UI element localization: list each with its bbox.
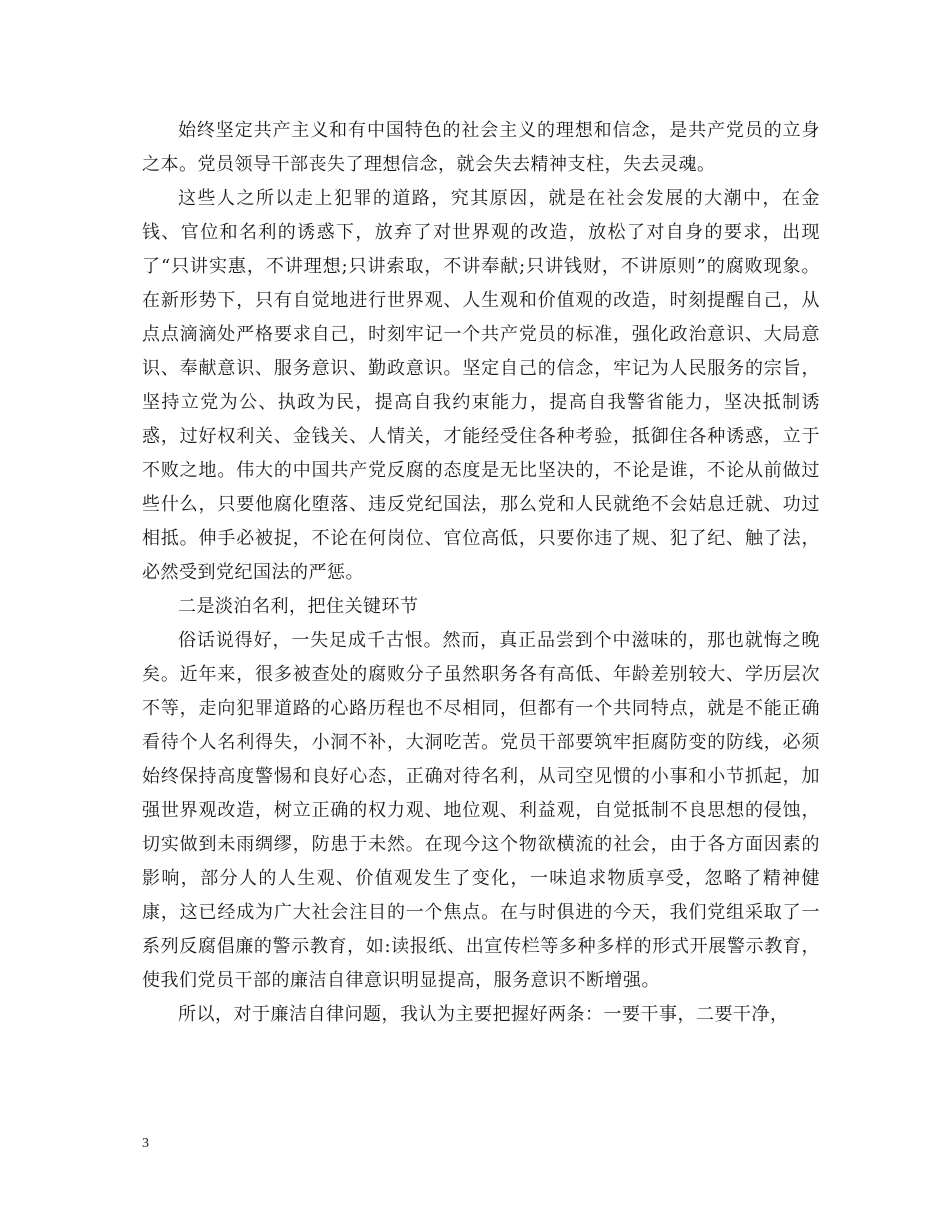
page-number: 3 (142, 1136, 149, 1151)
paragraph-ideals: 始终坚定共产主义和有中国特色的社会主义的理想和信念，是共产党员的立身之本。党员领导干部丧失了理想信念，就会失去精神支柱，失去灵魂。 (142, 120, 820, 175)
document-body (142, 114, 820, 1032)
paragraph-conclusion: 所以，对于廉洁自律问题，我认为主要把握好两条：一要干事，二要干净， (178, 1004, 789, 1025)
paragraph-crime-causes: 这些人之所以走上犯罪的道路，究其原因，就是在社会发展的大潮中，在金钱、官位和名利的诱惑下，放弃了对世界观的改造，放松了对自身的要求，出现了“只讲实惠，不讲理想;只讲索取，不讲奉献;只讲钱财，不讲原则”的腐败现象。在新形势下，只有自觉地进行世界观、人生观和价值观的改造，时刻提醒自己，从点点滴滴处严格要求自己，时刻牢记一个共产党员的标准，强化政治意识、大局意识、奉献意识、服务意识、勤政意识。坚定自己的信念，牢记为人民服务的宗旨，坚持立党为公、执政为民，提高自我约束能力，提高自我警省能力，坚决抵制诱惑，过好权利关、金钱关、人情关，才能经受住各种考验，抵御住各种诱惑，立于不败之地。伟大的中国共产党反腐的态度是无比坚决的，不论是谁，不论从前做过些什么，只要他腐化堕落、违反党纪国法，那么党和人民就绝不会姑息迁就、功过相抵。伸手必被捉，不论在何岗位、官位高低，只要你违了规、犯了纪、触了法，必然受到党纪国法的严惩。 (142, 188, 820, 583)
section-heading-fame-gain: 二是淡泊名利，把住关键环节 (178, 596, 419, 617)
paragraph-proverb: 俗话说得好，一失足成千古恨。然而，真正品尝到个中滋味的，那也就悔之晚矣。近年来，很多被查处的腐败分子虽然职务各有高低、年龄差别较大、学历层次不等，走向犯罪道路的心路历程也不尽相同，但都有一个共同特点，就是不能正确看待个人名利得失，小洞不补，大洞吃苦。党员干部要筑牢拒腐防变的防线，必须始终保持高度警惕和良好心态，正确对待名利，从司空见惯的小事和小节抓起，加强世界观改造，树立正确的权力观、地位观、利益观，自觉抵制不良思想的侵蚀，切实做到未雨绸缪，防患于未然。在现今这个物欲横流的社会，由于各方面因素的影响，部分人的人生观、价值观发生了变化，一味追求物质享受，忽略了精神健康，这已经成为广大社会注目的一个焦点。在与时俱进的今天，我们党组采取了一系列反腐倡廉的警示教育，如:读报纸、出宣传栏等多种多样的形式开展警示教育，使我们党员干部的廉洁自律意识明显提高，服务意识不断增强。 (142, 630, 820, 991)
